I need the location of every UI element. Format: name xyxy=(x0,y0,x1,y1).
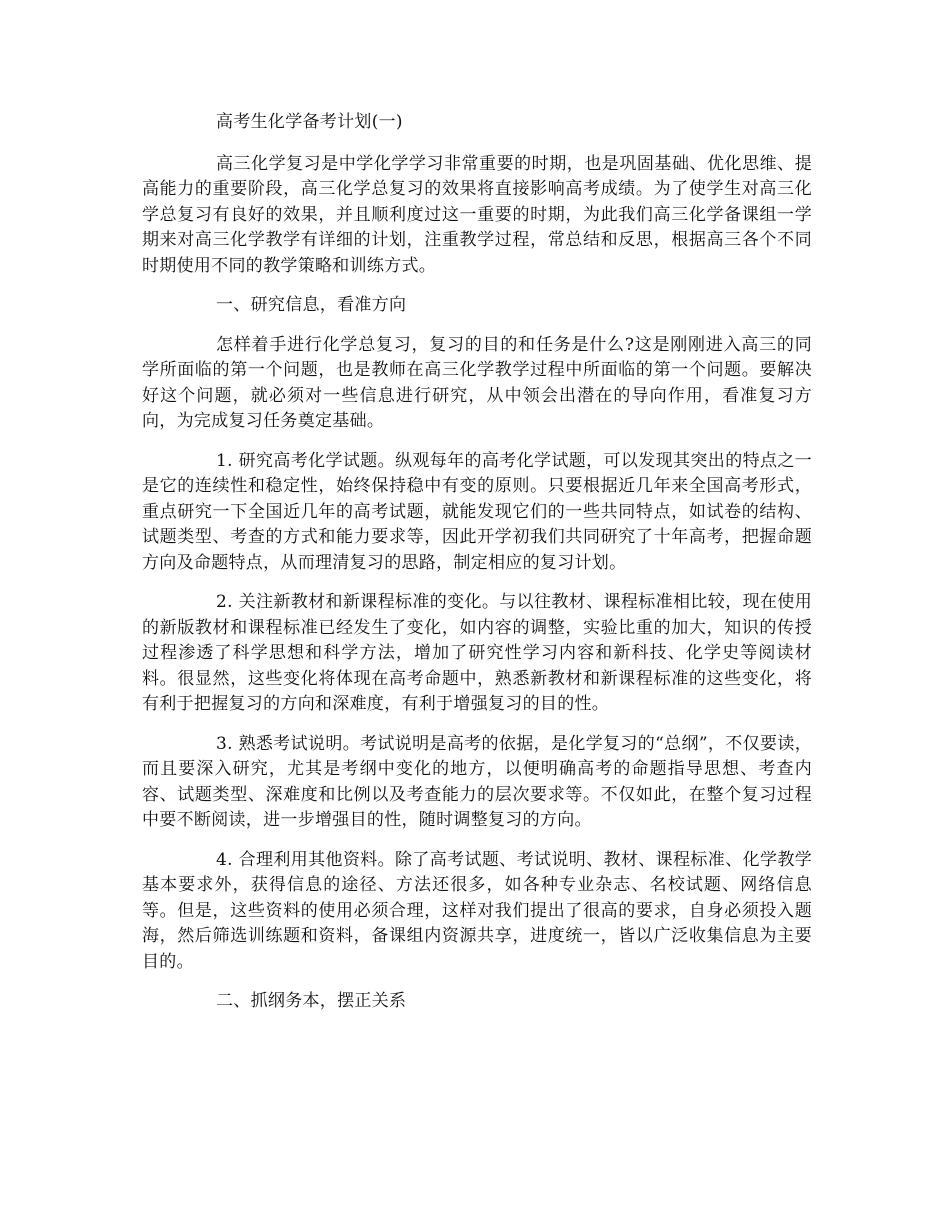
section-1-item-4: 4. 合理利用其他资料。除了高考试题、考试说明、教材、课程标准、化学教学基本要求外，获得信息的途径、方法还很多，如各种专业杂志、名校试题、网络信息等。但是，这些资料的使用必须合理，这样对我们提出了很高的要求，自身必须投入题海，然后筛选训练题和资料，备课组内资源共享，进度统一，皆以广泛收集信息为主要目的。 xyxy=(142,849,812,972)
section-1-item-2: 2. 关注新教材和新课程标准的变化。与以往教材、课程标准相比较，现在使用的新版教材和课程标准已经发生了变化，如内容的调整，实验比重的加大，知识的传授过程渗透了科学思想和科学方法，增加了研究性学习内容和新科技、化学史等阅读材料。很显然，这些变化将体现在高考命题中，熟悉新教材和新课程标准的这些变化，将有利于把握复习的方向和深难度，有利于增强复习的目的性。 xyxy=(142,592,812,714)
section-1-intro-paragraph: 怎样着手进行化学总复习，复习的目的和任务是什么?这是刚刚进入高三的同学所面临的第一个问题，也是教师在高三化学教学过程中所面临的第一个问题。要解决好这个问题，就必须对一些信息进行研究，从中领会出潜在的导向作用，看准复习方向，为完成复习任务奠定基础。 xyxy=(142,334,812,431)
section-1-title: 一、研究信息，看准方向 xyxy=(216,295,407,315)
section-2-title: 二、抓纲务本，摆正关系 xyxy=(216,991,407,1011)
section-1-item-1: 1. 研究高考化学试题。纵观每年的高考化学试题，可以发现其突出的特点之一是它的连续性和稳定性，始终保持稳中有变的原则。只要根据近几年来全国高考形式，重点研究一下全国近几年的高考试题，就能发现它们的一些共同特点，如试卷的结构、试题类型、考查的方式和能力要求等，因此开学初我们共同研究了十年高考，把握命题方向及命题特点，从而理清复习的思路，制定相应的复习计划。 xyxy=(142,450,812,573)
document-page xyxy=(142,110,812,1029)
section-1-item-3: 3. 熟悉考试说明。考试说明是高考的依据，是化学复习的“总纲”，不仅要读，而且要深入研究，尤其是考纲中变化的地方，以便明确高考的命题指导思想、考查内容、试题类型、深难度和比例以及考查能力的层次要求等。不仅如此，在整个复习过程中要不断阅读，进一步增强目的性，随时调整复习的方向。 xyxy=(142,733,812,830)
document-title: 高考生化学备考计划(一) xyxy=(216,112,403,132)
intro-paragraph: 高三化学复习是中学化学学习非常重要的时期，也是巩固基础、优化思维、提高能力的重要阶段，高三化学总复习的效果将直接影响高考成绩。为了使学生对高三化学总复习有良好的效果，并且顺利度过这一重要的时期，为此我们高三化学备课组一学期来对高三化学教学有详细的计划，注重教学过程，常总结和反思，根据高三各个不同时期使用不同的教学策略和训练方式。 xyxy=(142,153,812,276)
